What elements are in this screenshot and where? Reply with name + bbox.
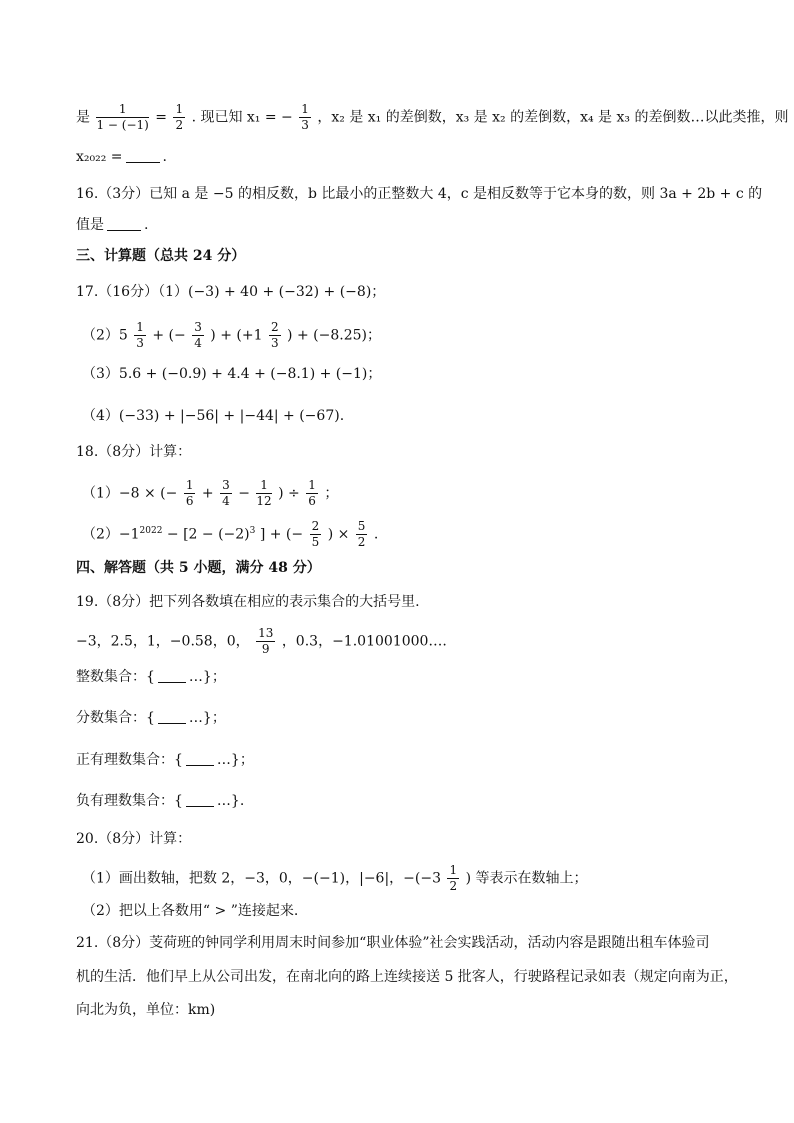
fraction: $\frac{13}{9}$ bbox=[258, 626, 274, 656]
problem-16-line-2: 值是 . bbox=[76, 217, 149, 233]
problem-21-line-1: 21.（8分）芰荷班的钟同学利用周末时间参加“职业体验”社会实践活动，活动内容是跟随出租车体验司 bbox=[76, 935, 710, 951]
section-4-heading: 四、解答题（共 5 小题，满分 48 分） bbox=[76, 560, 321, 576]
problem-17-part-4: （4）(−33) + |−56| + |−44| + (−67). bbox=[82, 408, 345, 424]
answer-blank bbox=[186, 765, 214, 766]
fraction: $\frac{3}{4}$ bbox=[222, 478, 230, 508]
problem-16-line-1: 16.（3分）已知 a 是 −5 的相反数，b 比最小的正整数大 4，c 是相反数等于它本身的数，则 3a + 2b + c 的 bbox=[76, 186, 763, 202]
problem-17-part-2: （2）5 $\frac{1}{3}$ + (− $\frac{3}{4}$ ) + (+1 $\frac{2}{3}$ ) + (−8.25)； bbox=[82, 320, 381, 350]
negative-rational-set-line: 负有理数集合：{ …}. bbox=[76, 793, 245, 809]
problem-17-part-1: 17.（16分）（1）(−3) + 40 + (−32) + (−8)； bbox=[76, 284, 386, 300]
fraction: $\frac{1}{3}$ bbox=[136, 320, 144, 350]
section-3-heading: 三、计算题（总共 24 分） bbox=[76, 248, 246, 264]
problem-19-numbers: −3，2.5，1，−0.58，0， $\frac{13}{9}$ ，0.3，−1.01001000…. bbox=[76, 626, 447, 656]
fraction: $\frac{2}{3}$ bbox=[270, 320, 279, 350]
fraction: $\frac{1}{3}$ bbox=[301, 102, 309, 132]
problem-17-part-3: （3）5.6 + (−0.9) + 4.4 + (−8.1) + (−1)； bbox=[82, 366, 382, 382]
positive-rational-set-line: 正有理数集合：{ …}； bbox=[76, 752, 254, 768]
problem-20-heading: 20.（8分）计算： bbox=[76, 831, 192, 847]
problem-18-part-1: （1）−8 × (− $\frac{1}{6}$ + $\frac{3}{4}$ − $\frac{1}{12}$ ) ÷ $\frac{1}{6}$ ； bbox=[82, 478, 339, 508]
answer-blank bbox=[107, 230, 141, 231]
fraction: $\frac{1}{1 - (-1)}$ bbox=[96, 102, 149, 132]
answer-blank bbox=[158, 682, 186, 683]
answer-blank bbox=[186, 806, 214, 807]
answer-blank bbox=[126, 162, 160, 163]
fraction: $\frac{2}{5}$ bbox=[311, 519, 320, 549]
integer-set-line: 整数集合：{ …}； bbox=[76, 669, 226, 685]
fraction: $\frac{3}{4}$ bbox=[194, 320, 202, 350]
fraction: $\frac{1}{12}$ bbox=[256, 478, 272, 508]
fraction: $\frac{1}{2}$ bbox=[175, 102, 184, 132]
problem-15-line-2: x₂₀₂₂ = . bbox=[76, 149, 167, 165]
problem-18-heading: 18.（8分）计算： bbox=[76, 444, 192, 460]
problem-20-part-2: （2）把以上各数用“ > ”连接起来. bbox=[82, 903, 299, 919]
fraction: $\frac{1}{2}$ bbox=[449, 863, 458, 893]
problem-15-line-1: 是 $\frac{1}{1 - (-1)}$ = $\frac{1}{2}$ . 现已知 x₁ = − $\frac{1}{3}$ ，x₂ 是 x₁ 的差倒数，x₃ 是 x₂ 的差倒数，x₄ 是 x₃ 的差倒数…以此类推，则 bbox=[76, 102, 789, 132]
fraction: $\frac{5}{2}$ bbox=[357, 519, 366, 549]
fraction: $\frac{1}{6}$ bbox=[308, 478, 316, 508]
fraction: $\frac{1}{6}$ bbox=[185, 478, 194, 508]
problem-18-part-2: $(2)-1^{2022} - [2 - (-2)^3$ ] + (− $\frac{2}{5}$ ) × $\frac{5}{2}$ . bbox=[82, 519, 379, 549]
fraction-set-line: 分数集合：{ …}； bbox=[76, 710, 226, 726]
answer-blank bbox=[158, 723, 186, 724]
problem-21-line-3: 向北为负，单位：km) bbox=[76, 1002, 216, 1018]
problem-21-line-2: 机的生活．他们早上从公司出发，在南北向的路上连续接送 5 批客人，行驶路程记录如表（规定向南为正， bbox=[76, 969, 738, 985]
problem-20-part-1: （1）画出数轴，把数 2，−3，0，−(−1)，|−6|，−(−3 $\frac{1}{2}$ ) 等表示在数轴上； bbox=[82, 863, 588, 893]
problem-19-heading: 19.（8分）把下列各数填在相应的表示集合的大括号里. bbox=[76, 594, 420, 610]
